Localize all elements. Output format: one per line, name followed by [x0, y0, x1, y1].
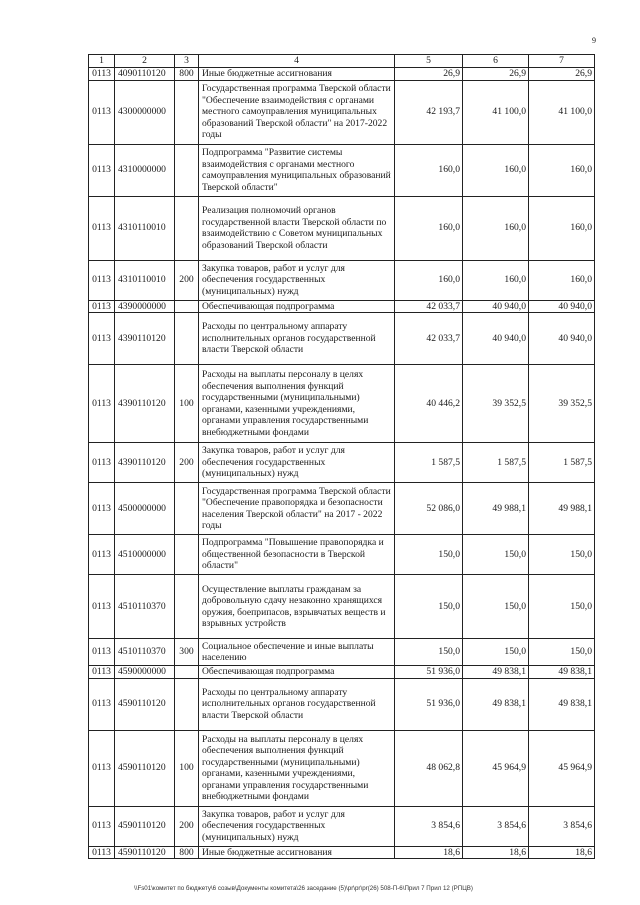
table-row	[89, 575, 595, 639]
target-code-cell: 4590110120	[115, 678, 175, 730]
file-path-footer: \\Fs01\комитет по бюджету\6 созыв\Документы комитета\26 заседание (5)\pr\pr\pr(26) 508-П-6\Прил 7 Прил 12 (РПЦВ)	[134, 885, 473, 892]
expense-type-cell: 100	[175, 365, 199, 443]
section-cell: 0113	[89, 535, 115, 575]
target-code-cell: 4590000000	[115, 666, 175, 679]
table-row	[89, 483, 595, 535]
amount-2020-cell: 18,6	[395, 846, 463, 859]
amount-2022-cell: 160,0	[529, 144, 595, 196]
target-code-cell: 4510110370	[115, 639, 175, 666]
expense-type-cell	[175, 196, 199, 260]
amount-2021-cell: 26,9	[463, 68, 529, 81]
amount-2022-cell: 40 940,0	[529, 300, 595, 313]
section-cell: 0113	[89, 483, 115, 535]
amount-2021-cell: 160,0	[463, 144, 529, 196]
amount-2022-cell: 150,0	[529, 535, 595, 575]
section-cell: 0113	[89, 80, 115, 144]
amount-2020-cell: 42 193,7	[395, 80, 463, 144]
amount-2020-cell: 52 086,0	[395, 483, 463, 535]
target-code-cell: 4310110010	[115, 260, 175, 300]
amount-2022-cell: 26,9	[529, 68, 595, 81]
section-cell: 0113	[89, 300, 115, 313]
expense-type-cell	[175, 144, 199, 196]
table-row	[89, 300, 595, 313]
amount-2020-cell: 3 854,6	[395, 806, 463, 846]
amount-2022-cell: 45 964,9	[529, 730, 595, 806]
amount-2021-cell: 40 940,0	[463, 313, 529, 365]
amount-2021-cell: 39 352,5	[463, 365, 529, 443]
item-name-cell: Расходы по центральному аппарату исполнительных органов государственной власти Тверской области	[199, 678, 395, 730]
amount-2022-cell: 18,6	[529, 846, 595, 859]
amount-2021-cell: 49 838,1	[463, 678, 529, 730]
section-cell: 0113	[89, 365, 115, 443]
target-code-cell: 4310110010	[115, 196, 175, 260]
amount-2022-cell: 1 587,5	[529, 443, 595, 483]
table-row	[89, 68, 595, 81]
table-row	[89, 313, 595, 365]
amount-2022-cell: 160,0	[529, 260, 595, 300]
expense-type-cell	[175, 300, 199, 313]
amount-2020-cell: 42 033,7	[395, 313, 463, 365]
expense-type-cell: 200	[175, 806, 199, 846]
item-name-cell: Подпрограмма "Развитие системы взаимодействия с органами местного самоуправления муниципальных образований Тверской области"	[199, 144, 395, 196]
section-cell: 0113	[89, 666, 115, 679]
amount-2022-cell: 39 352,5	[529, 365, 595, 443]
amount-2022-cell: 49 838,1	[529, 666, 595, 679]
amount-2021-cell: 160,0	[463, 196, 529, 260]
amount-2021-cell: 45 964,9	[463, 730, 529, 806]
target-code-cell: 4590110120	[115, 806, 175, 846]
expense-type-cell	[175, 666, 199, 679]
header-cell: 1	[89, 55, 115, 68]
amount-2021-cell: 3 854,6	[463, 806, 529, 846]
target-code-cell: 4390000000	[115, 300, 175, 313]
amount-2020-cell: 150,0	[395, 639, 463, 666]
target-code-cell: 4590110120	[115, 846, 175, 859]
expense-type-cell	[175, 575, 199, 639]
expense-type-cell	[175, 483, 199, 535]
header-cell: 5	[395, 55, 463, 68]
amount-2022-cell: 41 100,0	[529, 80, 595, 144]
item-name-cell: Социальное обеспечение и иные выплаты населению	[199, 639, 395, 666]
amount-2022-cell: 150,0	[529, 639, 595, 666]
item-name-cell: Иные бюджетные ассигнования	[199, 846, 395, 859]
item-name-cell: Расходы на выплаты персоналу в целях обеспечения выполнения функций государственными (муниципальными) органами, казенными учреждениями, органами управления государственными внебюджетными фондами	[199, 730, 395, 806]
expense-type-cell: 200	[175, 260, 199, 300]
amount-2021-cell: 40 940,0	[463, 300, 529, 313]
item-name-cell: Закупка товаров, работ и услуг для обеспечения государственных (муниципальных) нужд	[199, 806, 395, 846]
section-cell: 0113	[89, 313, 115, 365]
budget-table	[88, 54, 595, 859]
header-cell: 7	[529, 55, 595, 68]
amount-2021-cell: 41 100,0	[463, 80, 529, 144]
target-code-cell: 4510110370	[115, 575, 175, 639]
amount-2022-cell: 150,0	[529, 575, 595, 639]
expense-type-cell: 100	[175, 730, 199, 806]
section-cell: 0113	[89, 575, 115, 639]
amount-2020-cell: 160,0	[395, 144, 463, 196]
table-row	[89, 678, 595, 730]
header-cell: 4	[199, 55, 395, 68]
target-code-cell: 4590110120	[115, 730, 175, 806]
expense-type-cell	[175, 535, 199, 575]
item-name-cell: Государственная программа Тверской области "Обеспечение взаимодействия с органами местного самоуправления муниципальных образований Тверской области" на 2017-2022 годы	[199, 80, 395, 144]
item-name-cell: Закупка товаров, работ и услуг для обеспечения государственных (муниципальных) нужд	[199, 443, 395, 483]
item-name-cell: Реализация полномочий органов государственной власти Тверской области по взаимодействию с Советом муниципальных образований Тверской области	[199, 196, 395, 260]
table-row	[89, 443, 595, 483]
expense-type-cell	[175, 313, 199, 365]
table-row	[89, 730, 595, 806]
amount-2020-cell: 42 033,7	[395, 300, 463, 313]
amount-2020-cell: 51 936,0	[395, 678, 463, 730]
amount-2020-cell: 160,0	[395, 196, 463, 260]
table-header-row	[89, 55, 595, 68]
amount-2021-cell: 49 988,1	[463, 483, 529, 535]
amount-2020-cell: 1 587,5	[395, 443, 463, 483]
amount-2022-cell: 3 854,6	[529, 806, 595, 846]
amount-2020-cell: 150,0	[395, 575, 463, 639]
section-cell: 0113	[89, 730, 115, 806]
section-cell: 0113	[89, 678, 115, 730]
target-code-cell: 4390110120	[115, 365, 175, 443]
table-row	[89, 144, 595, 196]
item-name-cell: Расходы по центральному аппарату исполнительных органов государственной власти Тверской области	[199, 313, 395, 365]
amount-2021-cell: 18,6	[463, 846, 529, 859]
expense-type-cell: 300	[175, 639, 199, 666]
amount-2021-cell: 49 838,1	[463, 666, 529, 679]
target-code-cell: 4390110120	[115, 313, 175, 365]
section-cell: 0113	[89, 68, 115, 81]
section-cell: 0113	[89, 260, 115, 300]
table-row	[89, 196, 595, 260]
amount-2020-cell: 51 936,0	[395, 666, 463, 679]
amount-2020-cell: 48 062,8	[395, 730, 463, 806]
header-cell: 3	[175, 55, 199, 68]
item-name-cell: Осуществление выплаты гражданам за добровольную сдачу незаконно хранящихся оружия, боеприпасов, взрывчатых веществ и взрывных устройств	[199, 575, 395, 639]
expense-type-cell	[175, 678, 199, 730]
table-row	[89, 365, 595, 443]
section-cell: 0113	[89, 144, 115, 196]
target-code-cell: 4090110120	[115, 68, 175, 81]
target-code-cell: 4310000000	[115, 144, 175, 196]
amount-2021-cell: 1 587,5	[463, 443, 529, 483]
section-cell: 0113	[89, 639, 115, 666]
target-code-cell: 4300000000	[115, 80, 175, 144]
amount-2021-cell: 150,0	[463, 639, 529, 666]
amount-2020-cell: 26,9	[395, 68, 463, 81]
table-row	[89, 846, 595, 859]
amount-2022-cell: 160,0	[529, 196, 595, 260]
amount-2022-cell: 49 838,1	[529, 678, 595, 730]
item-name-cell: Обеспечивающая подпрограмма	[199, 666, 395, 679]
amount-2021-cell: 160,0	[463, 260, 529, 300]
table-row	[89, 80, 595, 144]
amount-2022-cell: 49 988,1	[529, 483, 595, 535]
item-name-cell: Расходы на выплаты персоналу в целях обеспечения выполнения функций государственными (муниципальными) органами, казенными учреждениями, органами управления государственными внебюджетными фондами	[199, 365, 395, 443]
target-code-cell: 4510000000	[115, 535, 175, 575]
table-row	[89, 535, 595, 575]
table-row	[89, 260, 595, 300]
item-name-cell: Государственная программа Тверской области "Обеспечение правопорядка и безопасности населения Тверской области" на 2017 - 2022 годы	[199, 483, 395, 535]
item-name-cell: Подпрограмма "Повышение правопорядка и общественной безопасности в Тверской области"	[199, 535, 395, 575]
target-code-cell: 4390110120	[115, 443, 175, 483]
item-name-cell: Иные бюджетные ассигнования	[199, 68, 395, 81]
amount-2022-cell: 40 940,0	[529, 313, 595, 365]
target-code-cell: 4500000000	[115, 483, 175, 535]
expense-type-cell: 800	[175, 68, 199, 81]
section-cell: 0113	[89, 196, 115, 260]
section-cell: 0113	[89, 846, 115, 859]
expense-type-cell: 800	[175, 846, 199, 859]
amount-2021-cell: 150,0	[463, 535, 529, 575]
amount-2020-cell: 40 446,2	[395, 365, 463, 443]
table-row	[89, 639, 595, 666]
item-name-cell: Обеспечивающая подпрограмма	[199, 300, 395, 313]
amount-2021-cell: 150,0	[463, 575, 529, 639]
amount-2020-cell: 150,0	[395, 535, 463, 575]
expense-type-cell: 200	[175, 443, 199, 483]
item-name-cell: Закупка товаров, работ и услуг для обеспечения государственных (муниципальных) нужд	[199, 260, 395, 300]
header-cell: 6	[463, 55, 529, 68]
section-cell: 0113	[89, 806, 115, 846]
table-row	[89, 666, 595, 679]
page-number: 9	[592, 36, 596, 45]
amount-2020-cell: 160,0	[395, 260, 463, 300]
section-cell: 0113	[89, 443, 115, 483]
table-row	[89, 806, 595, 846]
header-cell: 2	[115, 55, 175, 68]
expense-type-cell	[175, 80, 199, 144]
